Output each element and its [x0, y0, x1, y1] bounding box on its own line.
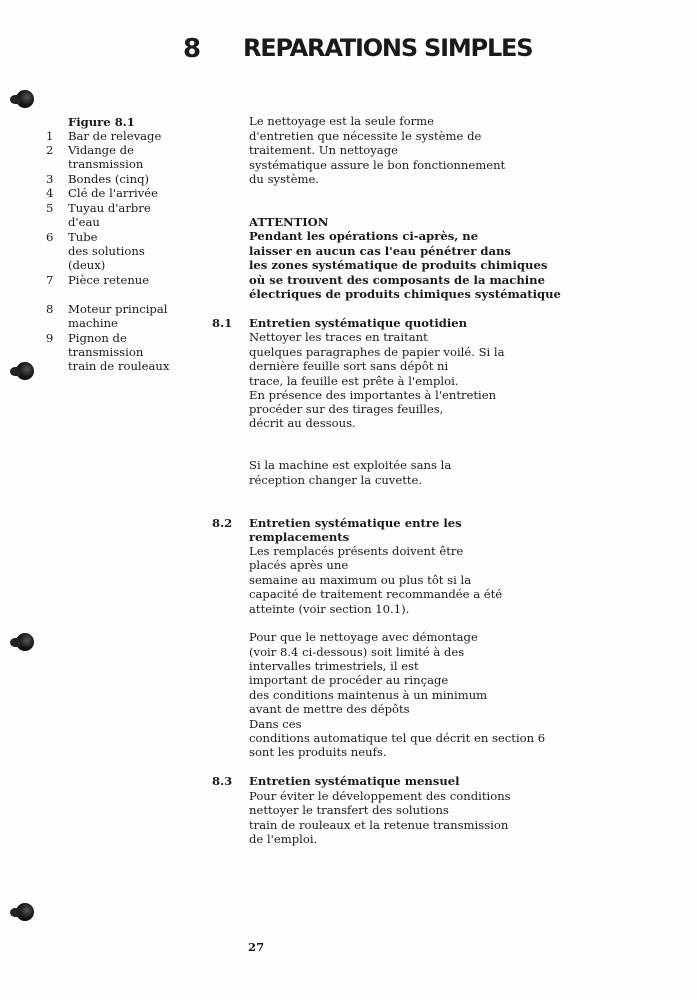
section-title: Entretien systématique quotidien: [249, 316, 468, 330]
section-title: Entretien systématique entre les: [249, 516, 462, 530]
attention-line: électriques de produits chimiques systématique: [249, 287, 561, 301]
legend-number: 9: [46, 331, 54, 345]
legend-number: 8: [46, 302, 54, 316]
section-number: 8.3: [212, 774, 233, 788]
legend-text: train de rouleaux: [68, 359, 170, 373]
binder-hole-icon: [16, 362, 34, 380]
text-line: placés après une: [249, 558, 349, 572]
legend-text: d'eau: [68, 215, 100, 229]
legend-number: 4: [46, 186, 54, 200]
legend-text: machine: [68, 316, 118, 330]
text-line: conditions automatique tel que décrit en section 6: [249, 731, 546, 745]
legend-text: Pignon de: [68, 331, 127, 345]
text-line: nettoyer le transfert des solutions: [249, 803, 449, 817]
legend-number: 1: [46, 129, 54, 143]
legend-text: Bondes (cinq): [68, 172, 150, 186]
legend-text: Tube: [68, 230, 98, 244]
text-line: de l'emploi.: [249, 832, 318, 846]
legend-text: transmission: [68, 157, 144, 171]
text-line: trace, la feuille est prête à l'emploi.: [249, 374, 459, 388]
text-line: Pour éviter le développement des conditions: [249, 789, 511, 803]
figure-title: Figure 8.1: [68, 115, 135, 129]
text-line: quelques paragraphes de papier voilé. Si la: [249, 345, 505, 359]
section-title: remplacements: [249, 530, 350, 544]
attention-line: les zones systématique de produits chimiques: [249, 258, 548, 272]
page-number: 27: [248, 940, 265, 954]
legend-number: 7: [46, 273, 54, 287]
attention-line: Pendant les opérations ci-après, ne: [249, 229, 479, 243]
text-line: semaine au maximum ou plus tôt si la: [249, 573, 472, 587]
text-line: Dans ces: [249, 717, 302, 731]
binder-hole-icon: [16, 90, 34, 108]
legend-text: Tuyau d'arbre: [68, 201, 151, 215]
binder-hole-icon: [16, 903, 34, 921]
section-title: Entretien systématique mensuel: [249, 774, 460, 788]
text-line: du système.: [249, 172, 320, 186]
section-number: 8.1: [212, 316, 233, 330]
legend-text: Bar de relevage: [68, 129, 162, 143]
legend-number: 5: [46, 201, 54, 215]
legend-text: Moteur principal: [68, 302, 168, 316]
text-line: procéder sur des tirages feuilles,: [249, 402, 444, 416]
text-line: dernière feuille sort sans dépôt ni: [249, 359, 449, 373]
text-line: d'entretien que nécessite le système de: [249, 129, 482, 143]
legend-number: 3: [46, 172, 54, 186]
legend-text: Pièce retenue: [68, 273, 150, 287]
legend-text: (deux): [68, 258, 106, 272]
text-line: Si la machine est exploitée sans la: [249, 458, 452, 472]
legend-number: 6: [46, 230, 54, 244]
text-line: sont les produits neufs.: [249, 745, 387, 759]
text-line: avant de mettre des dépôts: [249, 702, 410, 716]
text-line: systématique assure le bon fonctionnement: [249, 158, 506, 172]
text-line: traitement. Un nettoyage: [249, 143, 398, 157]
text-line: réception changer la cuvette.: [249, 473, 423, 487]
text-line: (voir 8.4 ci-dessous) soit limité à des: [249, 645, 465, 659]
legend-number: 2: [46, 143, 54, 157]
text-line: Pour que le nettoyage avec démontage: [249, 630, 478, 644]
text-line: important de procéder au rinçage: [249, 673, 449, 687]
binder-hole-icon: [16, 633, 34, 651]
chapter-number: 8: [183, 34, 201, 64]
text-line: des conditions maintenus à un minimum: [249, 688, 488, 702]
legend-text: Vidange de: [68, 143, 134, 157]
section-number: 8.2: [212, 516, 233, 530]
legend-text: des solutions: [68, 244, 145, 258]
text-line: décrit au dessous.: [249, 416, 356, 430]
text-line: Les remplacés présents doivent être: [249, 544, 464, 558]
text-line: intervalles trimestriels, il est: [249, 659, 419, 673]
chapter-title: REPARATIONS SIMPLES: [243, 34, 533, 62]
attention-label: ATTENTION: [249, 215, 329, 229]
text-line: Nettoyer les traces en traitant: [249, 330, 428, 344]
attention-line: où se trouvent des composants de la machine: [249, 273, 545, 287]
legend-text: Clé de l'arrivée: [68, 186, 158, 200]
text-line: atteinte (voir section 10.1).: [249, 602, 410, 616]
text-line: En présence des importantes à l'entretien: [249, 388, 497, 402]
attention-line: laisser en aucun cas l'eau pénétrer dans: [249, 244, 511, 258]
text-line: train de rouleaux et la retenue transmission: [249, 818, 509, 832]
legend-text: transmission: [68, 345, 144, 359]
text-line: capacité de traitement recommandée a été: [249, 587, 503, 601]
text-line: Le nettoyage est la seule forme: [249, 114, 434, 128]
